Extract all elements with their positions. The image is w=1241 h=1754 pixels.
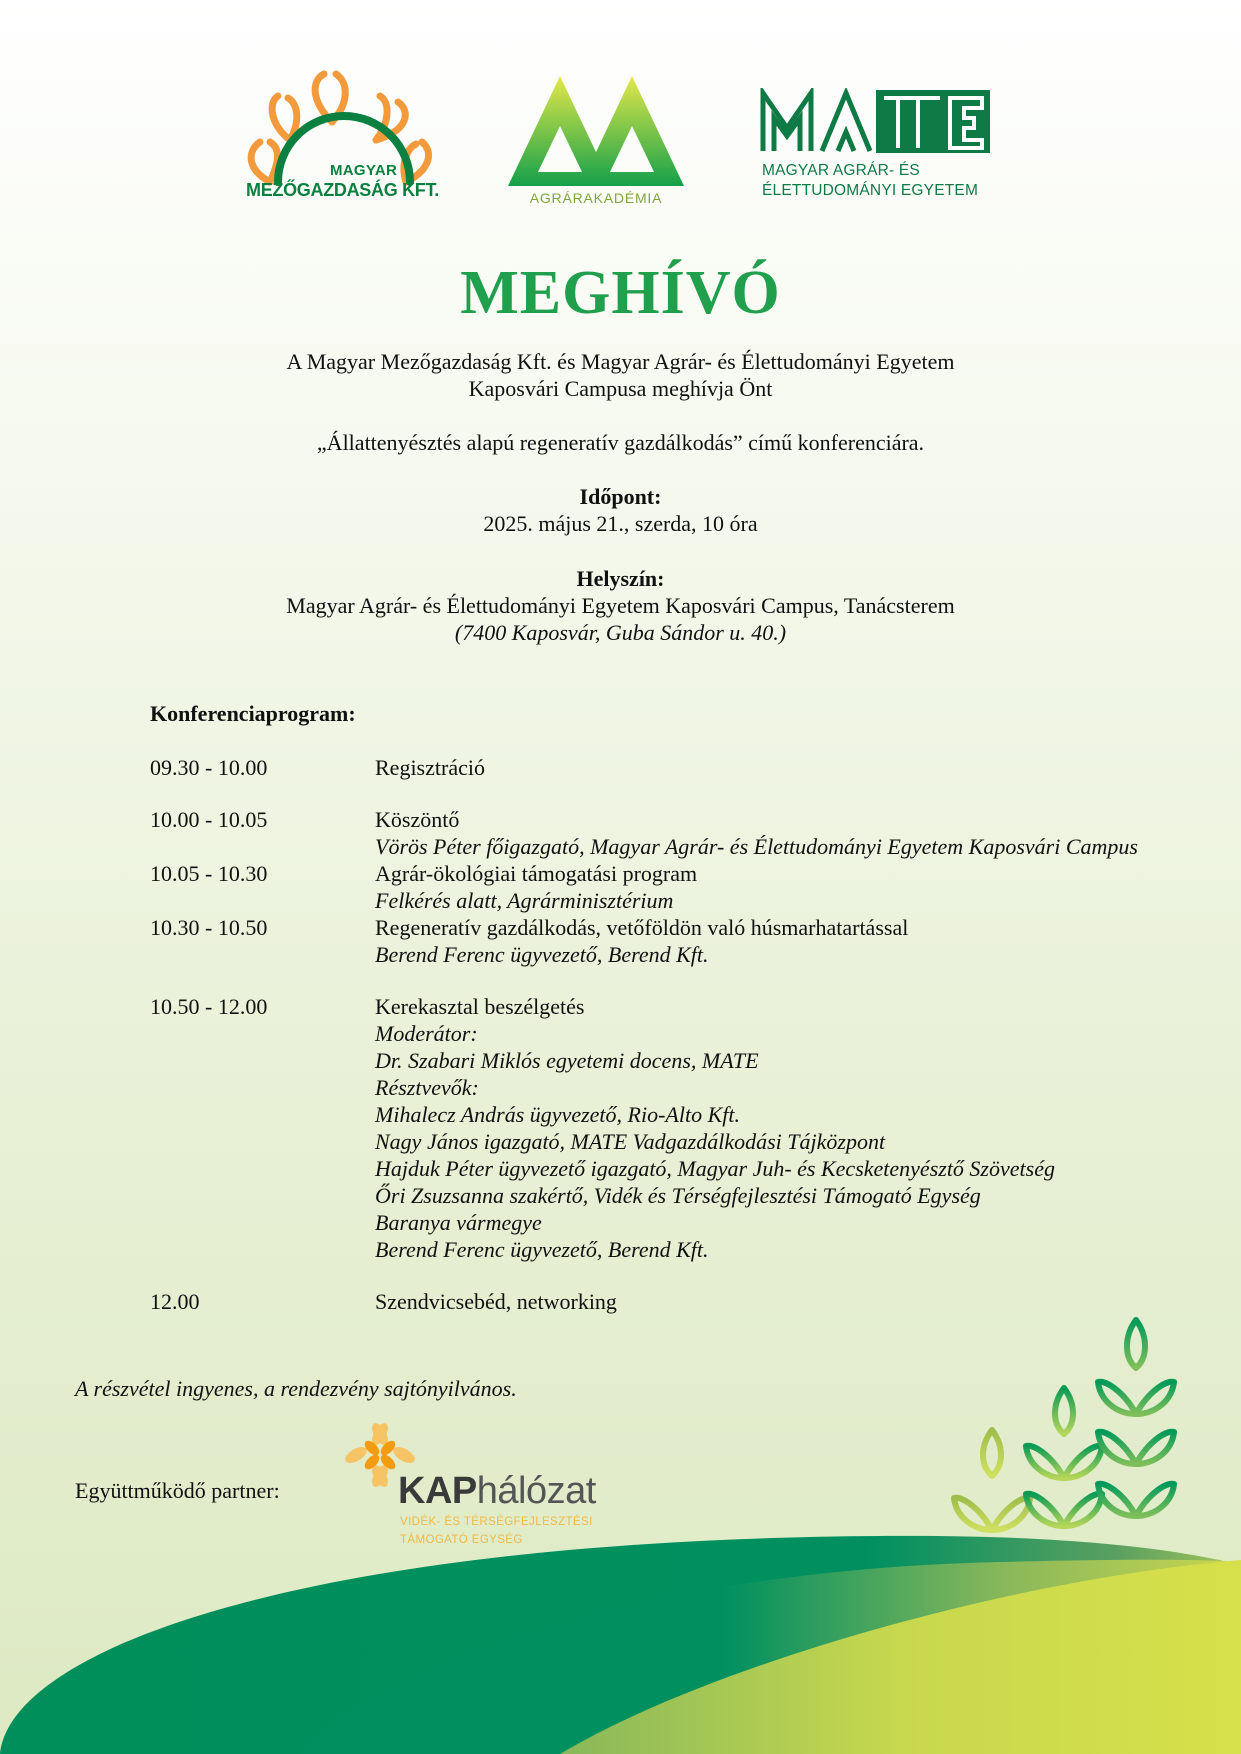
- intro: [0, 348, 1241, 402]
- slot-content: [375, 993, 1220, 1263]
- slot-time: 12.00: [150, 1289, 200, 1314]
- mate-logo: [760, 88, 1000, 208]
- slot-detail: Dr. Szabari Miklós egyetemi docens, MATE: [375, 1048, 759, 1073]
- slot-content: [375, 806, 1220, 860]
- hills-decoration: [0, 1500, 1241, 1754]
- conference-program: [150, 700, 1220, 1315]
- program-slot: [150, 806, 1220, 860]
- slot-detail: Hajduk Péter ügyvezető igazgató, Magyar Juh- és Kecsketenyésztő Szövetség: [375, 1156, 1055, 1181]
- agrarakademia-logo: [508, 76, 684, 212]
- logo-text-line2: MEZŐGAZDASÁG KFT.: [246, 180, 439, 200]
- page-title: MEGHÍVÓ: [460, 259, 781, 327]
- slot-content: [375, 914, 1220, 968]
- program-heading: Konferenciaprogram:: [150, 701, 356, 726]
- time-label: Időpont:: [579, 484, 662, 509]
- magyar-mezogazdasag-logo: [240, 70, 450, 210]
- logo-text-line2: ÉLETTUDOMÁNYI EGYETEM: [762, 182, 979, 199]
- slot-detail: Moderátor:: [375, 1021, 478, 1046]
- slot-detail: Vörös Péter főigazgató, Magyar Agrár- és Élettudományi Egyetem Kaposvári Campus: [375, 834, 1138, 859]
- kap-sub-line1: VIDÉK- ÉS TÉRSÉGFEJLESZTÉSI: [400, 1516, 593, 1528]
- conference-title: „Állattenyésztés alapú regeneratív gazdálkodás” című konferenciára.: [316, 430, 925, 455]
- slot-time: 10.05 - 10.30: [150, 861, 268, 886]
- slot-content: [375, 860, 1220, 914]
- slot-title: Regeneratív gazdálkodás, vetőföldön való húsmarhatartással: [375, 915, 909, 940]
- kap-light: hálózat: [476, 1470, 596, 1512]
- slot-detail: Őri Zsuzsanna szakértő, Vidék és Térségfejlesztési Támogató Egység: [375, 1183, 981, 1208]
- program-slots: [150, 754, 1220, 1315]
- logo-text-line1: MAGYAR AGRÁR- ÉS: [762, 162, 920, 179]
- slot-detail: Felkérés alatt, Agrárminisztérium: [375, 888, 674, 913]
- logo-row: [0, 70, 1241, 220]
- slot-title: Agrár-ökológiai támogatási program: [375, 861, 698, 886]
- slot-time: 10.00 - 10.05: [150, 807, 268, 832]
- location-label: Helyszín:: [576, 566, 665, 591]
- slot-time: 09.30 - 10.00: [150, 755, 268, 780]
- slot-title: Kerekasztal beszélgetés: [375, 994, 585, 1019]
- logo-text: AGRÁRAKADÉMIA: [529, 190, 663, 206]
- intro-line1: A Magyar Mezőgazdaság Kft. és Magyar Agrár- és Élettudományi Egyetem: [286, 349, 955, 374]
- slot-detail: Berend Ferenc ügyvezető, Berend Kft.: [375, 1237, 709, 1262]
- slot-detail: Nagy János igazgató, MATE Vadgazdálkodási Tájközpont: [375, 1129, 886, 1154]
- slot-detail: Baranya vármegye: [375, 1210, 542, 1235]
- time-section: [0, 483, 1241, 537]
- slot-detail: Mihalecz András ügyvezető, Rio-Alto Kft.: [375, 1102, 740, 1127]
- kap-bold: KAP: [398, 1470, 477, 1512]
- location-value: Magyar Agrár- és Élettudományi Egyetem Kaposvári Campus, Tanácsterem: [286, 593, 955, 618]
- slot-detail: Résztvevők:: [375, 1075, 479, 1100]
- slot-title: Regisztráció: [375, 755, 485, 780]
- spacer: [150, 781, 1220, 806]
- slot-title: Szendvicsebéd, networking: [375, 1289, 617, 1314]
- program-slot: [150, 914, 1220, 968]
- kap-sub-line2: TÁMOGATÓ EGYSÉG: [400, 1534, 523, 1546]
- program-slot: [150, 860, 1220, 914]
- program-slot: [150, 993, 1220, 1263]
- time-value: 2025. május 21., szerda, 10 óra: [483, 511, 758, 536]
- mate-wordmark-icon: [760, 88, 992, 154]
- participation-note: A részvétel ingyenes, a rendezvény sajtónyilvános.: [75, 1376, 517, 1401]
- slot-title: Köszöntő: [375, 807, 460, 832]
- spacer: [150, 968, 1220, 993]
- slot-content: [375, 754, 1220, 781]
- double-triangle-icon: [508, 76, 684, 186]
- partner-label: Együttműködő partner:: [75, 1478, 280, 1503]
- logo-text-line1: MAGYAR: [330, 162, 398, 179]
- intro-line2: Kaposvári Campusa meghívja Önt: [468, 376, 773, 401]
- location-section: [0, 565, 1241, 646]
- program-slot: [150, 754, 1220, 781]
- slot-detail: Berend Ferenc ügyvezető, Berend Kft.: [375, 942, 709, 967]
- slot-time: 10.50 - 12.00: [150, 994, 268, 1019]
- slot-time: 10.30 - 10.50: [150, 915, 268, 940]
- spacer: [150, 1263, 1220, 1288]
- location-address: (7400 Kaposvár, Guba Sándor u. 40.): [454, 620, 787, 645]
